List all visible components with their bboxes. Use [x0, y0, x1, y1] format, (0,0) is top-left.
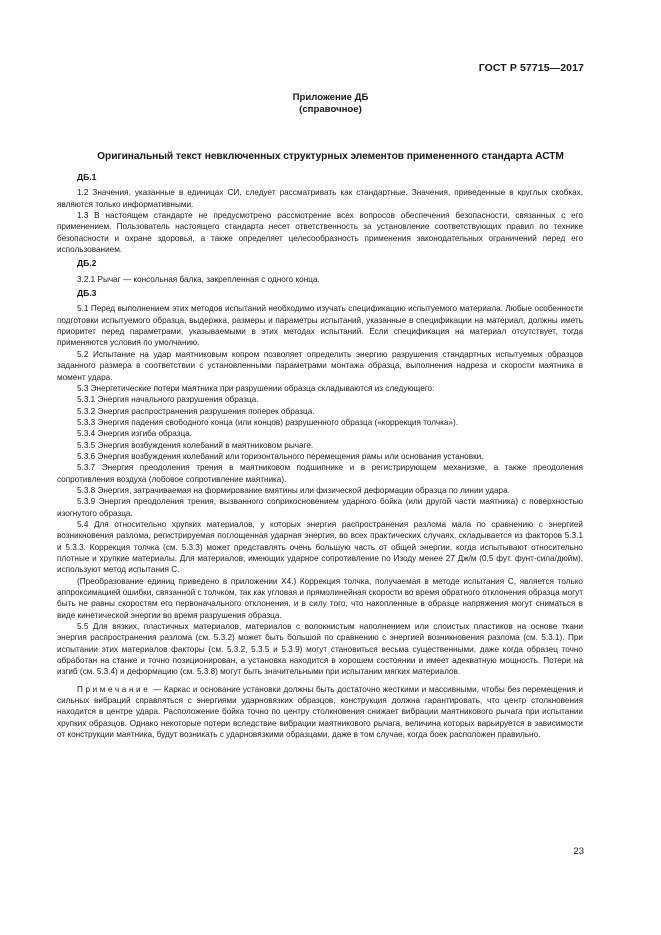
paragraph: 5.2 Испытание на удар маятниковым копром позволяет определить энергию разрушения стандартных испытуемых образцов заданного размера в соответствии с установленными параметрами монтажа образца, выполнения надреза и скорости маятника в момент удара. — [57, 349, 583, 382]
annex-title: Приложение ДБ — [292, 92, 369, 103]
note-text: — Каркас и основание установки должны быть достаточно жесткими и массивными, чтобы без перемещения и сильных вибраций справляться с энергиями ударновязких образцов, конструкция должна гарантировать, что центр столкновения находится в центре удара. Расположение бойка точно по центру столкновения снижает вибрации маятникового рычага при испытании хрупких образцов. Однако некоторые потери вследствие вибрации маятникового рычага, величина которых варьируется в зависимости от конструкции маятника, будут возникать с ударновязкими образцами, даже в том случае, когда боек расположен правильно. — [57, 684, 583, 740]
list-item: 5.3.2 Энергия распространения разрушения поперек образца. — [77, 406, 315, 416]
list-item: 5.3.5 Энергия возбуждения колебаний в маятниковом рычаге. — [77, 440, 314, 450]
list-item: 5.3.9 Энергия преодоления трения, вызванного соприкосновением ударного бойка (или другой части маятника) с поверхностью изогнутого образца. — [57, 497, 583, 518]
paragraph: 1.3 В настоящем стандарте не предусмотрено рассмотрение всех вопросов обеспечения безопасности, связанных с его применением. Пользователь настоящего стандарта несет ответственность за установление соответствующих правил по технике безопасности и охране здоровья, а также определяет целесообразность применения законодательных ограничений перед его использованием. — [57, 211, 583, 255]
paragraph: 1.2 Значения, указанные в единицах СИ, следует рассматривать как стандартные. Значения, приведенные в круглых скобках, являются только информативными. — [57, 188, 583, 209]
section-heading: ДБ.3 — [77, 288, 97, 299]
annex-heading — [0, 92, 661, 116]
list-item: 5.3.4 Энергия изгиба образца. — [77, 429, 193, 439]
document-code: ГОСТ Р 57715—2017 — [478, 62, 584, 74]
paragraph: 5.5 Для вязких, пластичных материалов, материалов с волокнистым наполнением или слоистых пластиков на основе ткани энергия распространения разлома (см. 5.3.2) может быть большой по сравнению с энергией возникновения разлома (см. 5.3.1). При испытании этих материалов факторы (см. 5.3.2, 5.3.5 и 5.3.9) могут становиться весьма существенными, даже когда образец точно обработан на станке и точно позиционирован, а установка находится в хорошем состоянии и имеет адекватную мощность. Потери на изгиб (см. 5.3.4) и деформацию (см. 5.3.8) могут быть значительными при испытании мягких материалов. — [57, 622, 583, 677]
list-item: 5.3.3 Энергия падения свободного конца (или концов) разрушенного образца («коррекция толчка»). — [77, 417, 458, 427]
annex-subtitle: (справочное) — [299, 104, 362, 115]
page-number: 23 — [573, 846, 584, 857]
paragraph: 5.3 Энергетические потери маятника при разрушении образца складываются из следующего: — [77, 383, 435, 393]
list-item: 5.3.8 Энергия, затрачиваемая на формирование вмятины или физической деформации образца по линии удара. — [77, 485, 510, 495]
paragraph: 5.4 Для относительно хрупких материалов, у которых энергия распространения разлома мала по сравнению с энергией возникновения разлома, регистрируемая поглощенная ударная энергия, во всех практических случаях, складывается из факторов 5.3.1 и 5.3.3. Коррекция толчка (см. 5.3.3) может представлять очень большую часть от общей энергии, когда испытывают относительно плотные и хрупкие материалы. Для материалов, имеющих ударное сопротивление по Изоду менее 27 Дж/м (0,5 фут. фунт-сила/дюйм), используют метод испытания С. — [57, 519, 583, 575]
note-label: Примечание — [77, 684, 151, 694]
section-heading: ДБ.2 — [77, 258, 97, 269]
document-body — [57, 172, 583, 741]
section-heading: ДБ.1 — [77, 172, 97, 182]
list-item: 5.3.7 Энергия преодоления трения в маятниковом подшипнике и в регистрирующем механизме, а также преодоления сопротивления воздуха (лобовое сопротивление маятника). — [57, 463, 583, 484]
paragraph: 3.2.1 Рычаг — консольная балка, закрепленная с одного конца. — [77, 274, 320, 284]
paragraph: 5.1 Перед выполнением этих методов испытаний необходимо изучать спецификацию испытуемого материала. Любые особенности подготовки испытуемого образца, выдержка, размеры и параметры испытаний, указанные в спецификации на материал, должны иметь приоритет перед параметрами, указываемыми в этих методах испытаний. Если спецификация на материал отсутствует, тогда применяются условия по умолчанию. — [57, 304, 583, 348]
list-item: 5.3.1 Энергия начального разрушения образца. — [77, 395, 259, 405]
list-item: 5.3.6 Энергия возбуждения колебаний или горизонтального перемещения рамы или основания установки. — [77, 451, 484, 461]
note-paragraph — [57, 684, 583, 741]
annex-main-title: Оригинальный текст невключенных структурных элементов примененного стандарта АСТМ — [97, 151, 564, 162]
paragraph: (Преобразование единиц приведено в приложении Х4.) Коррекция толчка, получаемая в методе испытания С, является только аппроксимацией ошибки, связанной с толчком, так как угловая и прямолинейная скорости во время обратного отклонения образца могут быть не равны скоростям его первоначального отклонения, и в силу того, что накопленные в образце напряжения могут сниматься в виде кинетической энергии во время разрушения образца. — [57, 576, 583, 620]
